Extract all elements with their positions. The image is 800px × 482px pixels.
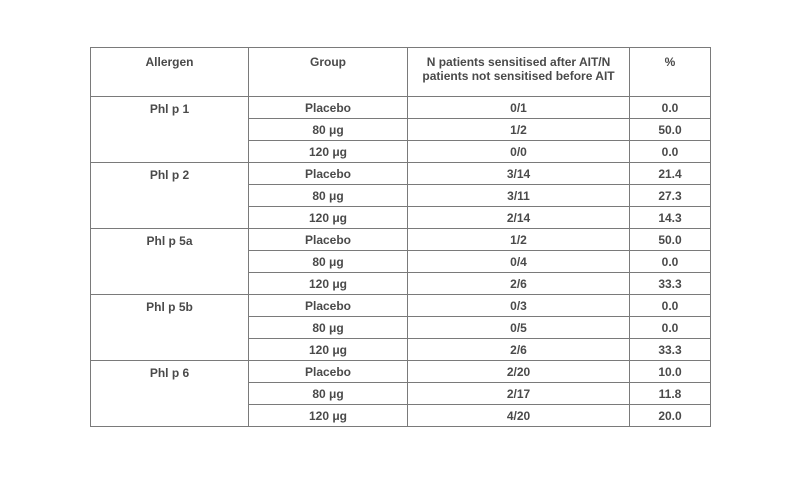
percent-cell: 11.8 <box>630 383 711 405</box>
header-sensitised-ratio: N patients sensitised after AIT/N patients not sensitised before AIT <box>408 48 630 97</box>
ratio-cell: 2/6 <box>408 339 630 361</box>
table-row <box>91 163 711 185</box>
ratio-cell: 2/20 <box>408 361 630 383</box>
allergen-cell: Phl p 6 <box>91 361 249 427</box>
percent-cell: 0.0 <box>630 295 711 317</box>
percent-cell: 0.0 <box>630 317 711 339</box>
table-row <box>91 295 711 317</box>
table-row <box>91 361 711 383</box>
percent-cell: 33.3 <box>630 273 711 295</box>
percent-cell: 14.3 <box>630 207 711 229</box>
percent-cell: 50.0 <box>630 229 711 251</box>
percent-cell: 10.0 <box>630 361 711 383</box>
group-cell: 120 μg <box>249 339 408 361</box>
ratio-cell: 0/0 <box>408 141 630 163</box>
group-cell: 120 μg <box>249 207 408 229</box>
percent-cell: 20.0 <box>630 405 711 427</box>
ratio-cell: 1/2 <box>408 229 630 251</box>
ratio-cell: 2/14 <box>408 207 630 229</box>
ratio-cell: 2/17 <box>408 383 630 405</box>
group-cell: Placebo <box>249 361 408 383</box>
sensitisation-table <box>90 47 711 427</box>
group-cell: Placebo <box>249 97 408 119</box>
table-body <box>91 97 711 427</box>
table-row <box>91 97 711 119</box>
group-cell: 120 μg <box>249 141 408 163</box>
percent-cell: 0.0 <box>630 97 711 119</box>
header-row <box>91 48 711 97</box>
group-cell: Placebo <box>249 295 408 317</box>
ratio-cell: 0/5 <box>408 317 630 339</box>
group-cell: 80 μg <box>249 251 408 273</box>
percent-cell: 50.0 <box>630 119 711 141</box>
group-cell: 80 μg <box>249 119 408 141</box>
ratio-cell: 1/2 <box>408 119 630 141</box>
ratio-cell: 0/4 <box>408 251 630 273</box>
percent-cell: 33.3 <box>630 339 711 361</box>
percent-cell: 27.3 <box>630 185 711 207</box>
group-cell: 120 μg <box>249 273 408 295</box>
allergen-cell: Phl p 5b <box>91 295 249 361</box>
ratio-cell: 0/1 <box>408 97 630 119</box>
ratio-cell: 3/11 <box>408 185 630 207</box>
table-header <box>91 48 711 97</box>
header-group: Group <box>249 48 408 97</box>
group-cell: 120 μg <box>249 405 408 427</box>
ratio-cell: 0/3 <box>408 295 630 317</box>
group-cell: 80 μg <box>249 185 408 207</box>
percent-cell: 21.4 <box>630 163 711 185</box>
allergen-cell: Phl p 5a <box>91 229 249 295</box>
ratio-cell: 3/14 <box>408 163 630 185</box>
table-row <box>91 229 711 251</box>
percent-cell: 0.0 <box>630 251 711 273</box>
header-allergen: Allergen <box>91 48 249 97</box>
allergen-cell: Phl p 2 <box>91 163 249 229</box>
group-cell: Placebo <box>249 163 408 185</box>
ratio-cell: 2/6 <box>408 273 630 295</box>
header-percent: % <box>630 48 711 97</box>
ratio-cell: 4/20 <box>408 405 630 427</box>
percent-cell: 0.0 <box>630 141 711 163</box>
group-cell: 80 μg <box>249 317 408 339</box>
group-cell: 80 μg <box>249 383 408 405</box>
group-cell: Placebo <box>249 229 408 251</box>
allergen-cell: Phl p 1 <box>91 97 249 163</box>
